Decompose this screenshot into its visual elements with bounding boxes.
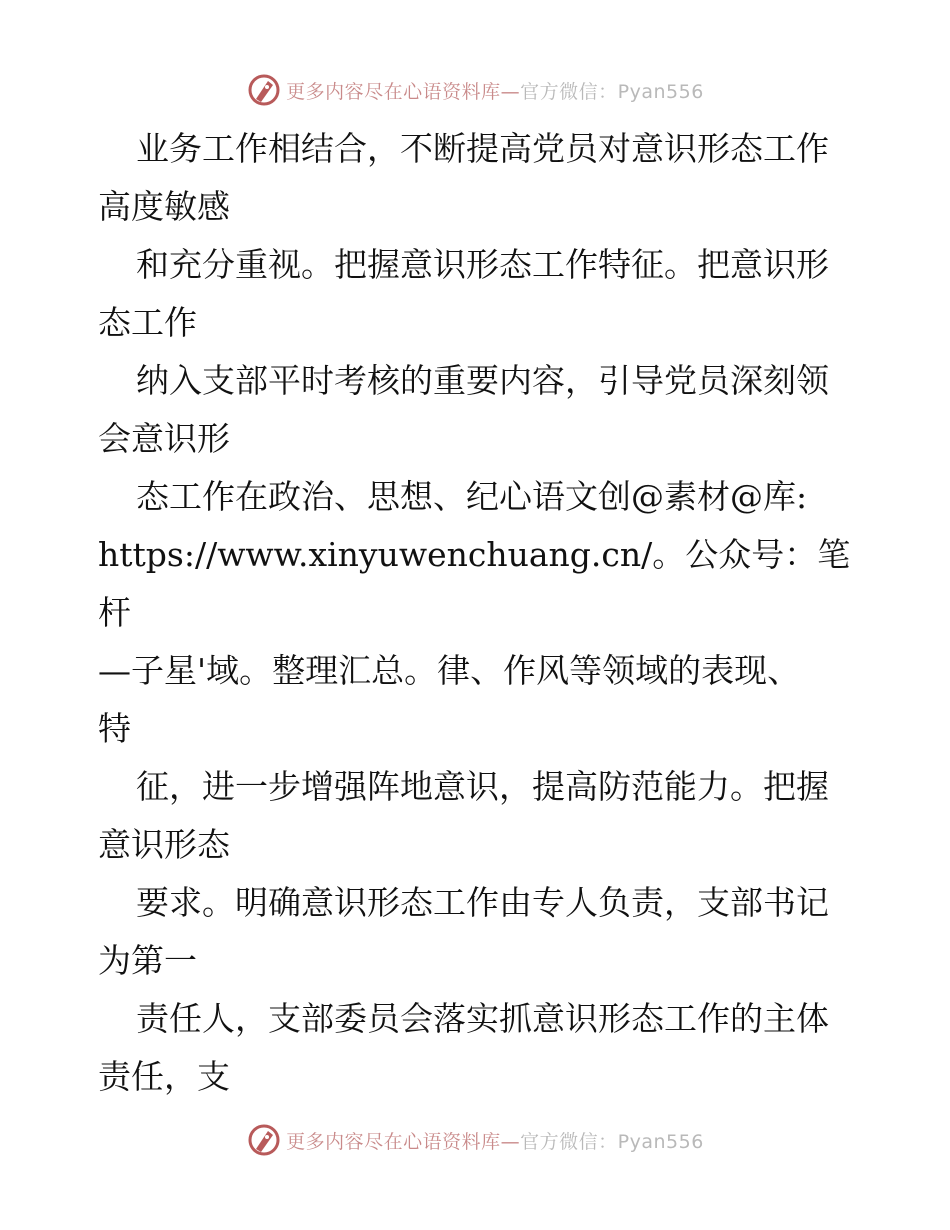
paragraph-7: 责任人，支部委员会落实抓意识形态工作的主体	[136, 999, 829, 1038]
paragraph-4-tail: 特	[98, 709, 131, 748]
banner-wechat: 官方微信：Pyan556	[520, 1130, 704, 1153]
paragraph-2-tail: 态工作	[98, 303, 197, 342]
paragraph-2: 和充分重视。把握意识形态工作特征。把意识形	[136, 245, 829, 284]
footer-banner-inner	[246, 1122, 704, 1158]
footer-banner	[0, 1120, 950, 1160]
banner-wechat: 官方微信：Pyan556	[520, 80, 704, 103]
paragraph-1: 业务工作相结合，不断提高党员对意识形态工作	[136, 129, 829, 168]
paragraph-5: 征，进一步增强阵地意识，提高防范能力。把握	[136, 767, 829, 806]
banner-text	[286, 1127, 704, 1154]
pen-nib-circle-logo-icon	[246, 72, 282, 108]
banner-site-name: 更多内容尽在心语资料库—	[286, 1130, 521, 1153]
banner-text	[286, 77, 704, 104]
paragraph-1-tail: 高度敏感	[98, 187, 230, 226]
paragraph-4: 态工作在政治、思想、纪心语文创@素材@库:	[136, 477, 808, 516]
banner-site-name: 更多内容尽在心语资料库—	[286, 80, 521, 103]
paragraph-3: 纳入支部平时考核的重要内容，引导党员深刻领	[136, 361, 829, 400]
paragraph-6-tail: 为第一	[98, 941, 197, 980]
header-banner	[0, 70, 950, 110]
paragraph-7-tail: 责任，支	[98, 1057, 230, 1096]
paragraph-6: 要求。明确意识形态工作由专人负责，支部书记	[136, 883, 829, 922]
header-banner-inner	[246, 72, 704, 108]
paragraph-4-url-line: https://www.xinyuwenchuang.cn/。公众号：笔杆	[98, 535, 851, 632]
paragraph-4-line-3: —子星'域。整理汇总。律、作风等领域的表现、	[98, 651, 801, 690]
pen-nib-circle-logo-icon	[246, 1122, 282, 1158]
paragraph-3-tail: 会意识形	[98, 419, 230, 458]
document-body	[98, 120, 858, 1106]
paragraph-5-tail: 意识形态	[98, 825, 230, 864]
